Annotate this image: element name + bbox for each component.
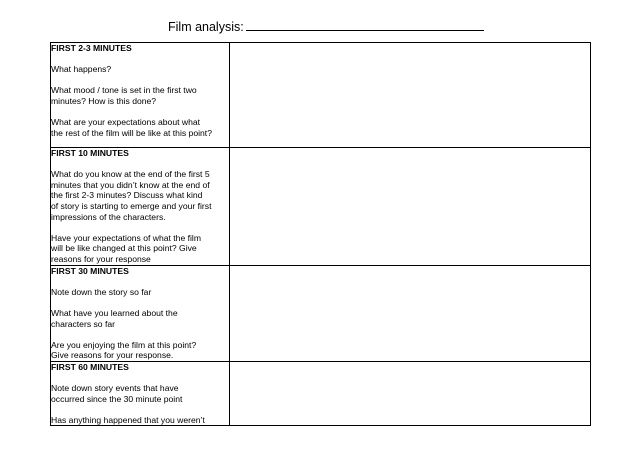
title-answer-line[interactable] bbox=[246, 19, 484, 31]
question-line: reasons for your response bbox=[51, 253, 151, 264]
question-cell bbox=[51, 43, 230, 148]
question-line: impressions of the characters. bbox=[51, 211, 166, 222]
answer-cell[interactable] bbox=[230, 265, 591, 361]
worksheet-title bbox=[168, 19, 484, 34]
question-line: What happens? bbox=[51, 64, 112, 75]
question-line: Give reasons for your response. bbox=[51, 350, 174, 361]
question-line: of story is starting to emerge and your first bbox=[51, 200, 212, 211]
question-line: What mood / tone is set in the first two bbox=[51, 85, 197, 96]
question-line: Are you enjoying the film at this point? bbox=[51, 339, 197, 350]
section-title: FIRST 2-3 MINUTES bbox=[51, 43, 132, 53]
question-cell bbox=[51, 265, 230, 361]
question-line: What are your expectations about what bbox=[51, 117, 201, 128]
answer-cell[interactable] bbox=[230, 361, 591, 426]
section-title: FIRST 30 MINUTES bbox=[51, 265, 129, 276]
section-row-60-minutes bbox=[51, 361, 591, 426]
section-title: FIRST 10 MINUTES bbox=[51, 148, 129, 158]
section-row-2-3-minutes bbox=[51, 43, 591, 148]
section-row-10-minutes bbox=[51, 148, 591, 266]
question-cell bbox=[51, 148, 230, 266]
section-title: FIRST 60 MINUTES bbox=[51, 361, 129, 372]
answer-cell[interactable] bbox=[230, 43, 591, 148]
title-label: Film analysis: bbox=[168, 20, 244, 34]
question-line: characters so far bbox=[51, 318, 115, 329]
question-line: Has anything happened that you weren’t bbox=[51, 414, 205, 425]
question-cell bbox=[51, 361, 230, 426]
question-line: occurred since the 30 minute point bbox=[51, 393, 183, 404]
question-line: Have your expectations of what the film bbox=[51, 232, 201, 243]
question-line: Note down the story so far bbox=[51, 286, 152, 297]
question-line: What do you know at the end of the first 5 bbox=[51, 169, 210, 180]
answer-cell[interactable] bbox=[230, 148, 591, 266]
question-line: will be like changed at this point? Give bbox=[51, 243, 197, 254]
question-line: Note down story events that have bbox=[51, 383, 179, 394]
analysis-table bbox=[50, 42, 591, 426]
question-line: minutes that you didn’t know at the end of bbox=[51, 179, 210, 190]
section-row-30-minutes bbox=[51, 265, 591, 361]
question-line: minutes? How is this done? bbox=[51, 95, 157, 106]
question-line: the rest of the film will be like at this point? bbox=[51, 127, 212, 138]
question-line: What have you learned about the bbox=[51, 307, 178, 318]
question-line: the first 2-3 minutes? Discuss what kind bbox=[51, 190, 203, 201]
